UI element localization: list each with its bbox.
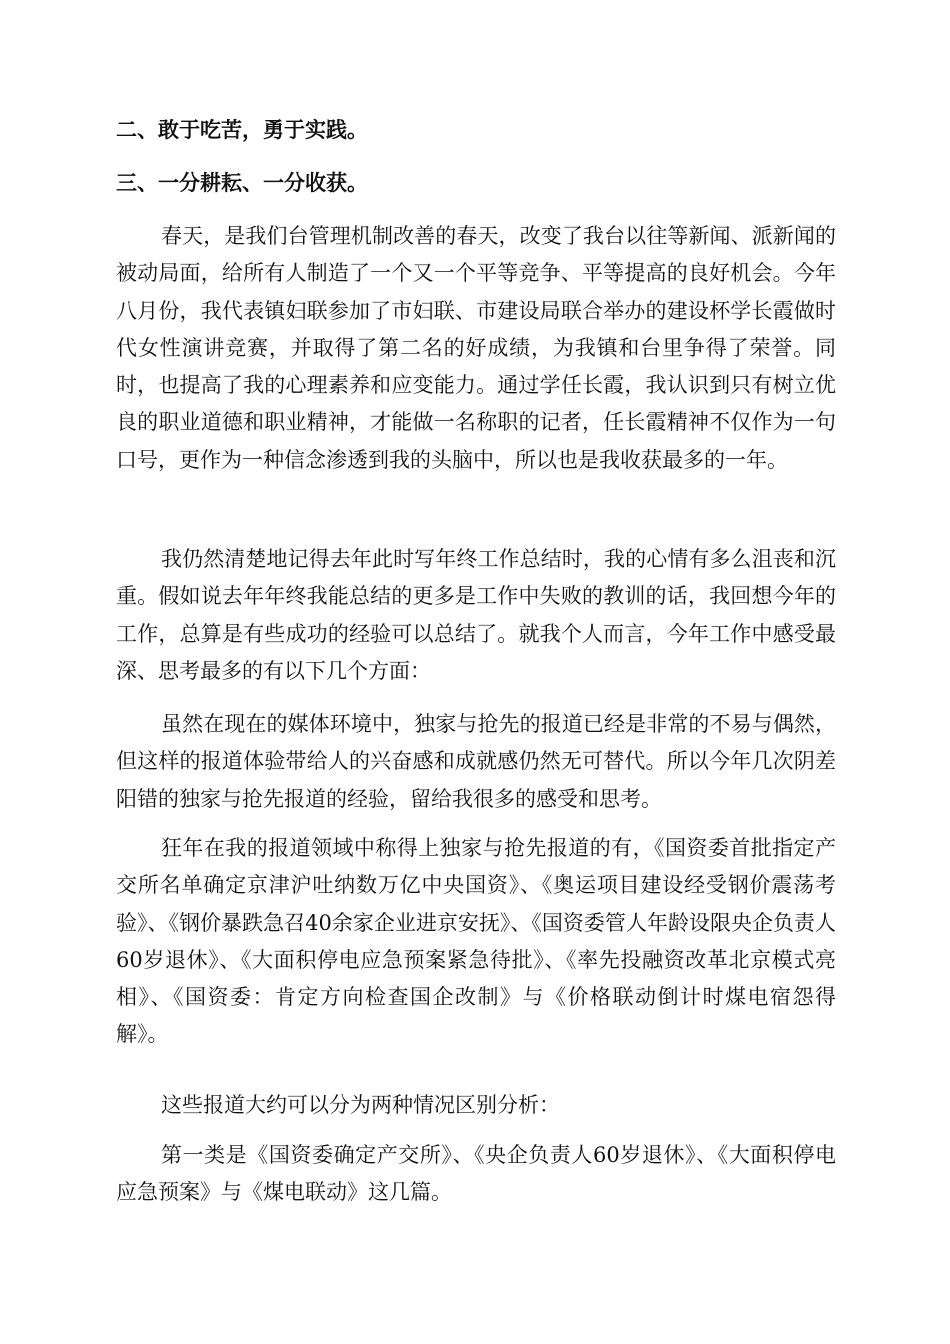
body-paragraph-recollection: 我仍然清楚地记得去年此时写年终工作总结时，我的心情有多么沮丧和沉重。假如说去年年终我能总结的更多是工作中失败的教训的话，我回想今年的工作，总算是有些成功的经验可以总结了。就我个人而言，今年工作中感受最深、思考最多的有以下几个方面： <box>116 547 836 683</box>
body-paragraph-report-list: 狂年在我的报道领域中称得上独家与抢先报道的有，《国资委首批指定产交所名单确定京津沪吐纳数万亿中央国资》、《奥运项目建设经受钢价震荡考验》、《钢价暴跌急召40余家企业进京安抚》、《国资委管人年龄设限央企负责人60岁退休》、《大面积停电应急预案紧急待批》、《率先投融资改革北京模式亮相》、《国资委：肯定方向检查国企改制》与《价格联动倒计时煤电宿怨得解》。 <box>116 836 836 1047</box>
body-paragraph-first-category: 第一类是《国资委确定产交所》、《央企负责人60岁退休》、《大面积停电应急预案》与《煤电联动》这几篇。 <box>116 1143 836 1205</box>
section-heading-3: 三、一分耕耘、一分收获。 <box>116 170 368 195</box>
body-paragraph-spring: 春天，是我们台管理机制改善的春天，改变了我台以往等新闻、派新闻的被动局面，给所有人制造了一个又一个平等竞争、平等提高的良好机会。今年八月份，我代表镇妇联参加了市妇联、市建设局联合举办的建设杯学长霞做时代女性演讲竞赛，并取得了第二名的好成绩，为我镇和台里争得了荣誉。同时，也提高了我的心理素养和应变能力。通过学任长霞，我认识到只有树立优良的职业道德和职业精神，才能做一名称职的记者，任长霞精神不仅作为一句口号，更作为一种信念渗透到我的头脑中，所以也是我收获最多的一年。 <box>116 224 836 472</box>
body-paragraph-analysis-intro: 这些报道大约可以分为两种情况区别分析： <box>161 1093 560 1117</box>
body-paragraph-exclusive-reports: 虽然在现在的媒体环境中，独家与抢先的报道已经是非常的不易与偶然，但这样的报道体验带给人的兴奋感和成就感仍然无可替代。所以今年几次阴差阳错的独家与抢先报道的经验，留给我很多的感受和思考。 <box>116 712 836 811</box>
section-heading-2: 二、敢于吃苦，勇于实践。 <box>116 117 368 142</box>
